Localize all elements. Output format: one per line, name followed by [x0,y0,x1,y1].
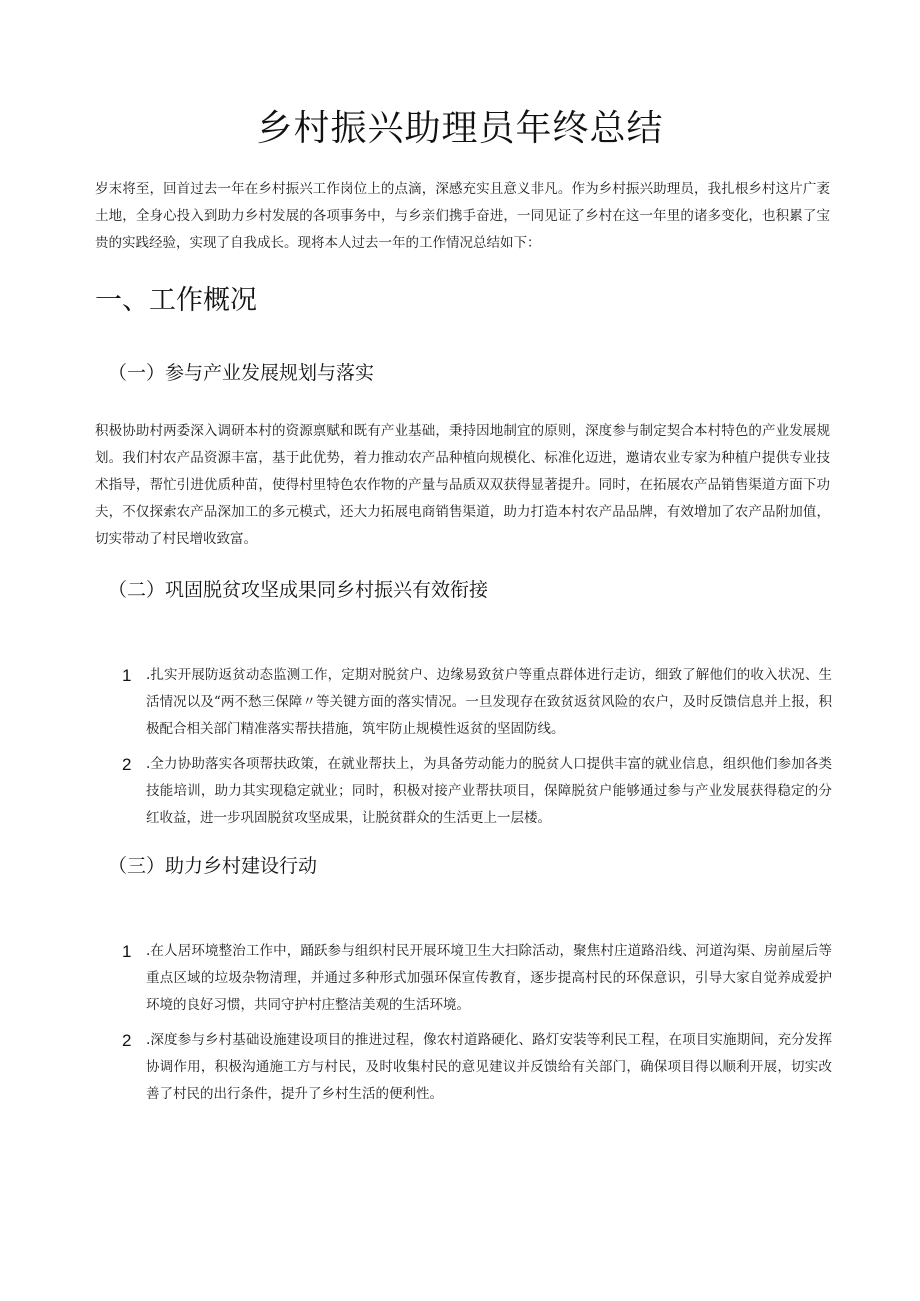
industry-paragraph: 积极协助村两委深入调研本村的资源禀赋和既有产业基础，秉持因地制宜的原则，深度参与制定契合本村特色的产业发展规划。我们村农产品资源丰富，基于此优势，着力推动农产品种植向规模化、标准化迈进，邀请农业专家为种植户提供专业技术指导，帮忙引进优质种苗，使得村里特色农作物的产量与品质双双获得显著提升。同时，在拓展农产品销售渠道方面下功夫，不仅探索农产品深加工的多元模式，还大力拓展电商销售渠道，助力打造本村农产品品牌，有效增加了农产品附加值，切实带动了村民增收致富。 [95,423,830,547]
list-item [122,938,832,1019]
list-item [122,662,832,743]
document-title: 乡村振兴助理员年终总结 [256,108,664,149]
subsection-heading-poverty: （二）巩固脱贫攻坚成果同乡村振兴有效衔接 [108,579,489,601]
intro-paragraph: 岁末将至，回首过去一年在乡村振兴工作岗位上的点滴，深感充实且意义非凡。作为乡村振兴助理员，我扎根乡村这片广袤土地，全身心投入到助力乡村发展的各项事务中，与乡亲们携手奋进，一同见证了乡村在这一年里的诸多变化，也积累了宝贵的实践经验，实现了自我成长。现将本人过去一年的工作情况总结如下： [95,181,830,251]
list-item [122,751,832,832]
list-item-number: 2 [122,1031,132,1050]
subsection-heading-industry: （一）参与产业发展规划与落实 [108,362,375,384]
subsection-heading-rural-construction: （三）助力乡村建设行动 [108,855,318,877]
list-item-text: .扎实开展防返贫动态监测工作，定期对脱贫户、边缘易致贫户等重点群体进行走访，细致了解他们的收入状况、生活情况以及“两不愁三保障〃等关键方面的落实情况。一旦发现存在致贫返贫风险的农户，及时反馈信息并上报，积极配合相关部门精准落实帮扶措施，筑牢防止规模性返贫的坚固防线。 [146,667,832,737]
list-item-text: .在人居环境整治工作中，踊跃参与组织村民开展环境卫生大扫除活动，聚焦村庄道路沿线、河道沟渠、房前屋后等重点区域的垃圾杂物清理，并通过多种形式加强环保宣传教育，逐步提高村民的环保意识，引导大家自觉养成爱护环境的良好习惯，共同守护村庄整洁美观的生活环境。 [146,943,832,1013]
list-item-text: .全力协助落实各项帮扶政策，在就业帮扶上，为具备劳动能力的脱贫人口提供丰富的就业信息，组织他们参加各类技能培训，助力其实现稳定就业；同时，积极对接产业帮扶项目，保障脱贫户能够通过参与产业发展获得稳定的分红收益，进一步巩固脱贫攻坚成果，让脱贫群众的生活更上一层楼。 [146,756,832,826]
list-item-number: 2 [122,755,132,774]
rural-construction-list [122,938,832,1116]
list-item-text: .深度参与乡村基础设施建设项目的推进过程，像农村道路硬化、路灯安装等利民工程，在项目实施期间，充分发挥协调作用，积极沟通施工方与村民，及时收集村民的意见建议并反馈给有关部门，确保项目得以顺利开展，切实改善了村民的出行条件，提升了乡村生活的便利性。 [146,1032,832,1102]
list-item-number: 1 [122,942,132,961]
section-heading-work-overview: 一、工作概况 [95,285,257,316]
list-item [122,1027,832,1108]
poverty-list [122,662,832,840]
list-item-number: 1 [122,666,132,685]
